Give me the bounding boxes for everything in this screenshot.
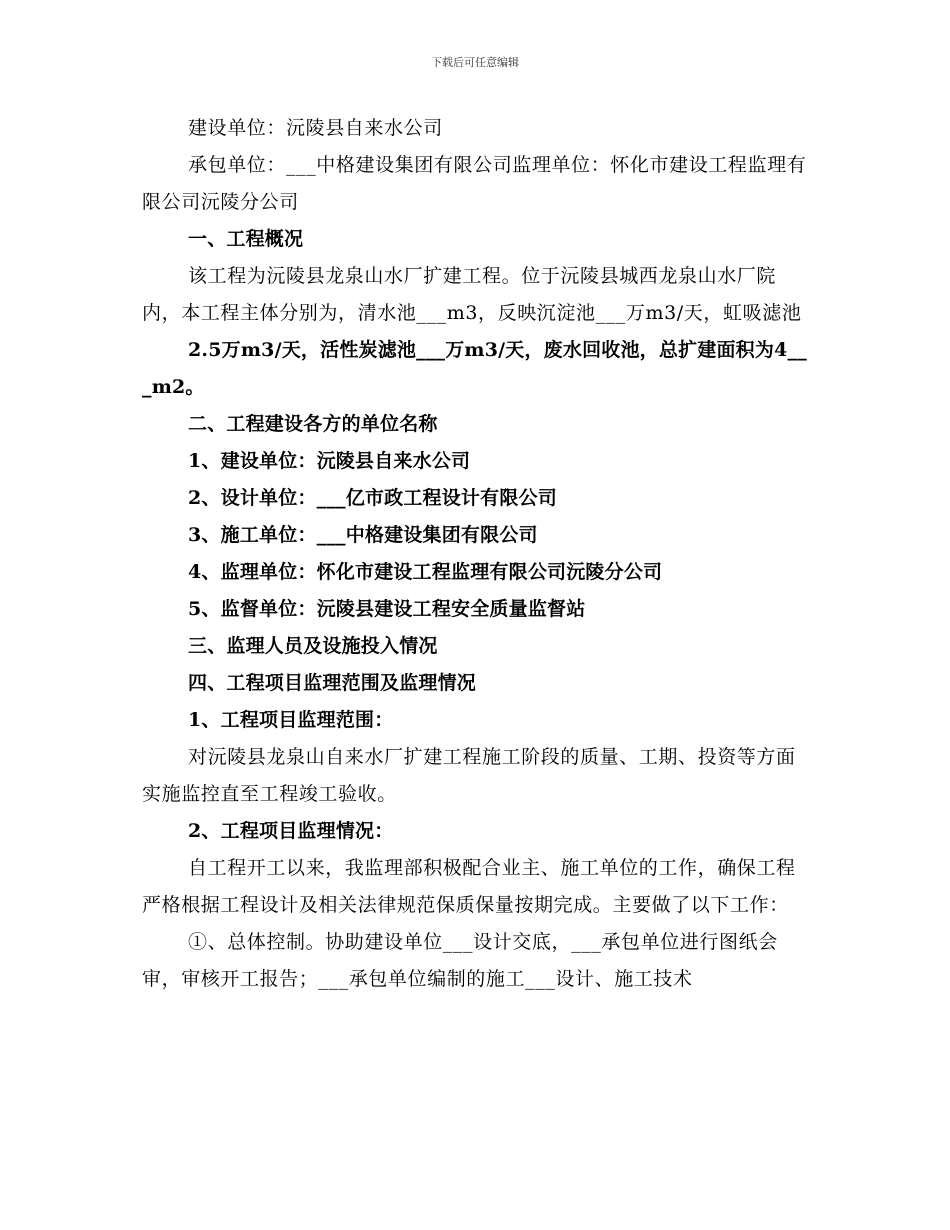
- heading-parties: 二、工程建设各方的单位名称: [188, 413, 438, 435]
- heading-supervision-scope: 四、工程项目监理范围及监理情况: [188, 672, 477, 694]
- document-body: [142, 110, 810, 998]
- paragraph-construction-unit: 建设单位：沅陵县自来水公司: [188, 117, 443, 139]
- list-item-design-unit: 2、设计单位：___亿市政工程设计有限公司: [188, 487, 557, 509]
- subheading-status: 2、工程项目监理情况：: [188, 820, 394, 842]
- list-item-supervision-unit: 4、监理单位：怀化市建设工程监理有限公司沅陵分公司: [188, 561, 663, 583]
- list-item-oversight-unit: 5、监督单位：沅陵县建设工程安全质量监督站: [188, 598, 586, 620]
- list-item-construction-unit: 1、建设单位：沅陵县自来水公司: [188, 450, 471, 472]
- paragraph-status: 自工程开工以来，我监理部积极配合业主、施工单位的工作，确保工程严格根据工程设计及相关法律规范保质保量按期完成。主要做了以下工作：: [142, 857, 796, 916]
- paragraph-project-description: 该工程为沅陵县龙泉山水厂扩建工程。位于沅陵县城西龙泉山水厂院内，本工程主体分别为，清水池___m3，反映沉淀池___万m3/天，虹吸滤池: [142, 265, 802, 324]
- paragraph-scope: 对沅陵县龙泉山自来水厂扩建工程施工阶段的质量、工期、投资等方面实施监控直至工程竣工验收。: [142, 746, 796, 805]
- heading-project-overview: 一、工程概况: [188, 228, 304, 250]
- paragraph-project-capacity: 2.5万m3/天，活性炭滤池___万m3/天，废水回收池，总扩建面积为4___m2。: [142, 339, 807, 398]
- subheading-scope: 1、工程项目监理范围：: [188, 709, 394, 731]
- paragraph-overall-control: ①、总体控制。协助建设单位___设计交底，___承包单位进行图纸会审，审核开工报告；___承包单位编制的施工___设计、施工技术: [142, 931, 778, 990]
- page-header: 下载后可任意编辑: [431, 56, 519, 69]
- heading-staff-facilities: 三、监理人员及设施投入情况: [188, 635, 438, 657]
- paragraph-contractor-unit: 承包单位：___中格建设集团有限公司监理单位：怀化市建设工程监理有限公司沅陵分公司: [142, 154, 807, 213]
- list-item-builder-unit: 3、施工单位：___中格建设集团有限公司: [188, 524, 538, 546]
